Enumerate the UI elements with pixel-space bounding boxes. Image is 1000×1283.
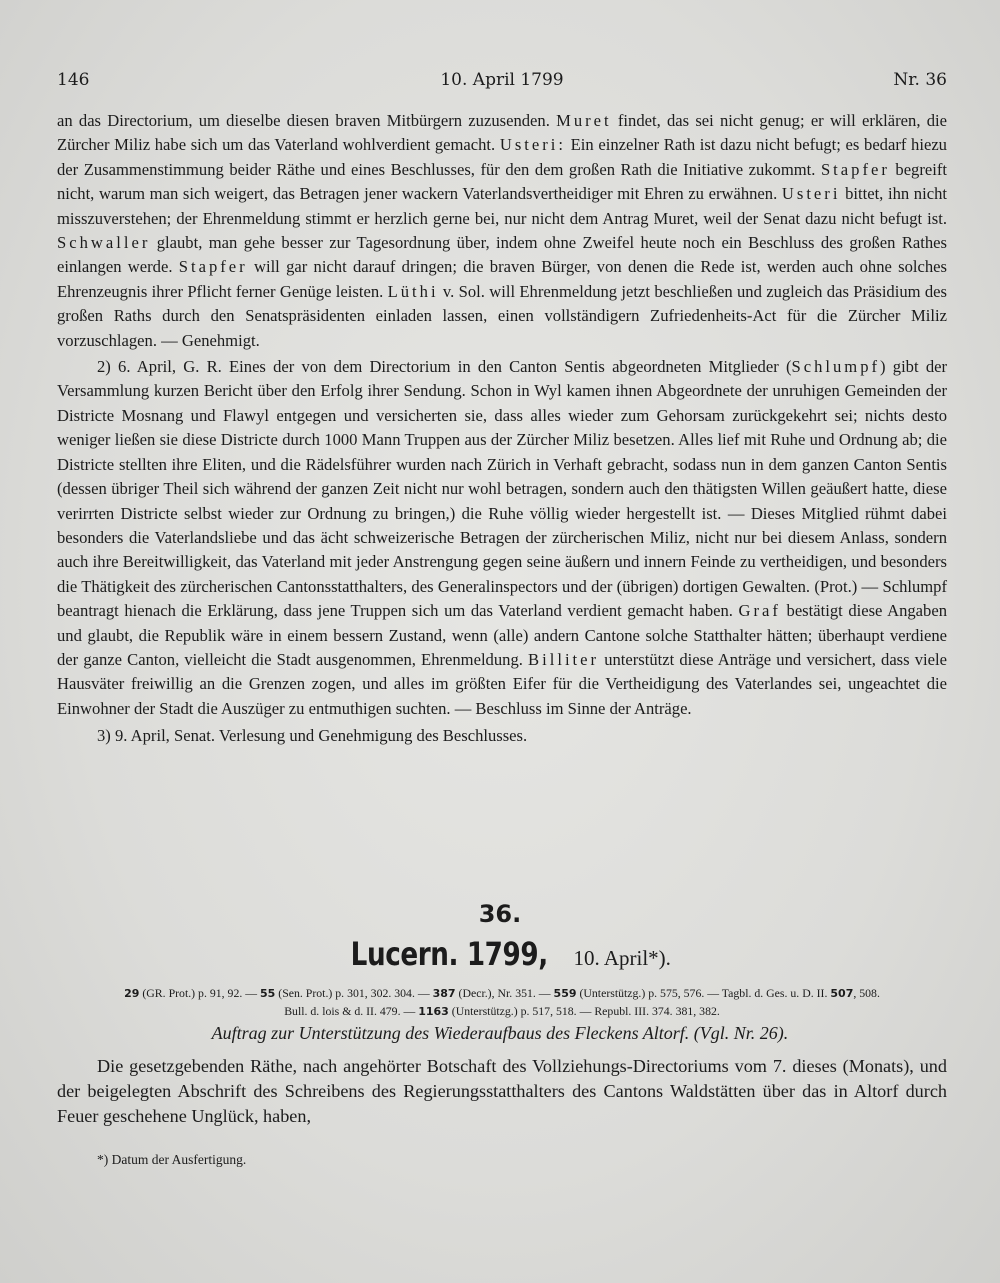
- speaker-name: Stapfer: [820, 159, 890, 179]
- running-header: [57, 70, 947, 98]
- speaker-name: Usteri: [781, 184, 841, 204]
- header-date: 10. April 1799: [440, 70, 564, 90]
- section-place-year: Lucern. 1799,: [350, 935, 548, 973]
- header-doc-number: Nr. 36: [893, 70, 947, 90]
- section-date: 10. April*).: [573, 946, 671, 970]
- paragraph-2: 2) 6. April, G. R. Eines der von dem Directorium in den Canton Sentis abgeordneten Mitglieder (Schlumpf) gibt der Versammlung kurzen Bericht über den Erfolg ihrer Sendung. Schon in Wyl kamen ihnen Abgeordnete der unruhigen Gemeinden der Districte Mosnang und Flawyl entgegen und versicherten sie, dass alles wieder zum Gehorsam zurückgekehrt sei; nichts desto weniger ließen sie diese Districte durch 1000 Mann Truppen aus der Zürcher Miliz besetzen. Alles lief mit Ruhe und Ordnung ab; die Districte stellten ihre Eliten, und die Rädelsführer wurden nach Zürich in Verhaft gebracht, sodass nun in dem ganzen Canton Sentis (dessen übriger Theil sich während der ganzen Zeit nicht nur wohl betragen, sondern auch den thätigsten Willen geäußert hatte, diese verirrten Districte selbst wieder zur Ordnung zu bringen,) die Ruhe völlig wieder hergestellt ist. — Dieses Mitglied rühmt dabei besonders die Vaterlandsliebe und das ächt schweizerische Betragen der zürcherischen Miliz, nicht nur bei diesem Anlass, sondern auch ihre Bereitwilligkeit, das Vaterland mit jeder Anstrengung gegen seine äußern und innern Feinde zu vertheidigen, und besonders die Thätigkeit des zürcherischen Cantonsstatthalters, des Generalinspectors und der (übrigen) dortigen Gewalten. (Prot.) — Schlumpf beantragt hienach die Erklärung, dass jene Truppen sich um das Vaterland verdient gemacht haben. Graf bestätigt diese Angaben und glaubt, die Republik wäre in einem bessern Zustand, wenn (alle) andern Cantone solche Statthalter hätten; überhaupt verdiene der ganze Canton, vielleicht die Stadt ausgenommen, Ehrenmeldung. Billiter unterstützt diese Anträge und versichert, dass viele Hausväter freiwillig an die Grenzen zogen, und alles im größten Eifer für die Vertheidigung des Vaterlandes sei, ungeachtet die Einwohner der Stadt die Auszüger zu entmuthigen suchten. — Beschluss im Sinne der Anträge.: [57, 357, 948, 718]
- body-text: [57, 109, 947, 749]
- section-text: [57, 1054, 947, 1130]
- speaker-name: Billiter: [528, 649, 600, 669]
- section-title: Auftrag zur Unterstützung des Wiederaufbaus des Fleckens Altorf. (Vgl. Nr. 26).: [211, 1023, 789, 1043]
- source-references: [57, 985, 947, 1020]
- section-paragraph: Die gesetzgebenden Räthe, nach angehörter Botschaft des Vollziehungs-Directoriums vom 7. dieses (Monats), und der beigelegten Abschrift des Schreibens des Regierungsstatthalters des Cantons Waldstätten über das in Altorf durch Feuer geschehene Unglück, haben,: [57, 1056, 947, 1127]
- references-line-2: Bull. d. lois & d. II. 479. — 1163 (Unterstützg.) p. 517, 518. — Republ. III. 374. 381, 382.: [284, 1003, 720, 1018]
- speaker-name: Stapfer: [178, 257, 248, 277]
- page-number: 146: [57, 70, 90, 90]
- speaker-name: Graf: [738, 601, 781, 621]
- speaker-name: Muret: [556, 111, 612, 130]
- footnote: *) Datum der Ausfertigung.: [97, 1152, 247, 1167]
- paragraph-3: 3) 9. April, Senat. Verlesung und Genehmigung des Beschlusses.: [97, 726, 528, 746]
- speaker-name: Schlumpf: [791, 357, 881, 377]
- section-heading: [0, 935, 1000, 973]
- references-line-1: 29 (GR. Prot.) p. 91, 92. — 55 (Sen. Prot.) p. 301, 302. 304. — 387 (Decr.), Nr. 351. — 559 (Unterstützg.) p. 575, 576. — Tagbl. d. Ges. u. D. II. 507, 508.: [124, 986, 880, 1000]
- section-number: 36.: [478, 900, 522, 928]
- speaker-name: Schwaller: [57, 233, 151, 253]
- speaker-name: Lüthi: [387, 281, 439, 301]
- paragraph-1: an das Directorium, um dieselbe diesen braven Mitbürgern zuzusenden. Muret findet, das sei nicht genug; er will erklären, die Zürcher Miliz habe sich um das Vaterland wohlverdient gemacht. Usteri: Ein einzelner Rath ist dazu nicht befugt; es bedarf hiezu der Zusammenstimmung beider Räthe und eines Beschlusses, für den dem großen Rath die Initiative zukommt. Stapfer begreift nicht, warum man sich weigert, das Betragen jener wackern Vaterlandsvertheidiger mit Ehren zu erwähnen. Usteri bittet, ihn nicht misszuverstehen; der Ehrenmeldung stimmt er herzlich gerne bei, nur nicht dem Antrag Muret, weil der Senat dazu nicht befugt ist. Schwaller glaubt, man gehe besser zur Tagesordnung über, indem ohne Zweifel heute noch ein Beschluss des großen Rathes einlangen werde. Stapfer will gar nicht darauf dringen; die braven Bürger, von denen die Rede ist, werden auch ohne solches Ehrenzeugnis ihrer Pflicht ferner Genüge leisten. Lüthi v. Sol. will Ehrenmeldung jetzt beschließen und zugleich das Präsidium des großen Raths durch den Senatspräsidenten einladen lassen, einen vollständigern Zufriedenheits-Act für die Zürcher Miliz vorzuschlagen. — Genehmigt.: [57, 111, 947, 350]
- speaker-name: Usteri:: [499, 135, 567, 155]
